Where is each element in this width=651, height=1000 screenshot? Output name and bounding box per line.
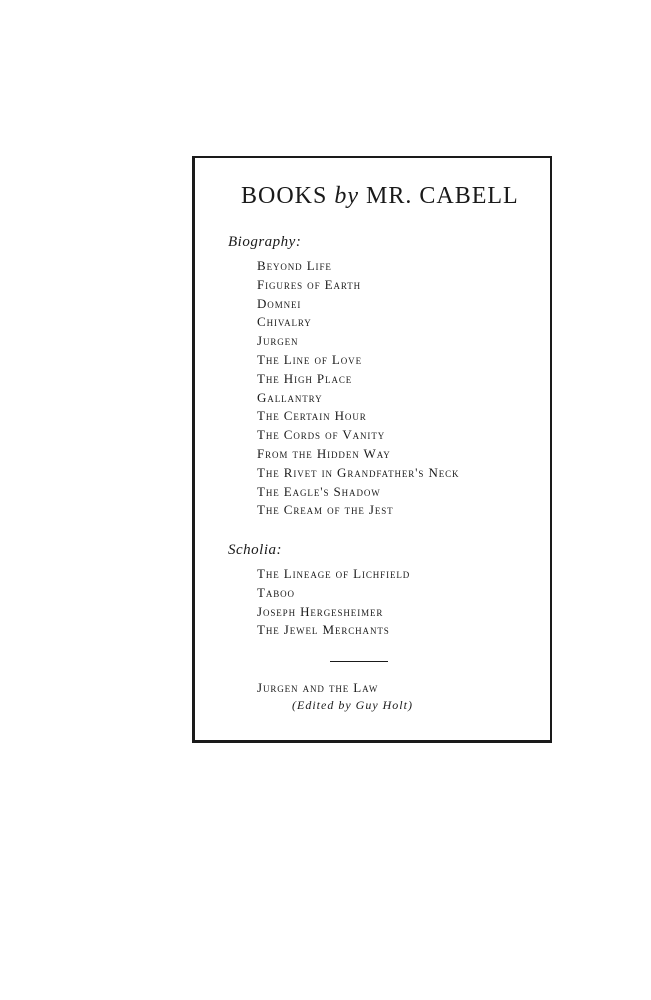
list-item: The Rivet in Grandfather's Neck: [257, 464, 460, 480]
list-item: The Certain Hour: [257, 408, 367, 424]
list-item: The Line of Love: [257, 351, 362, 367]
title-prefix: BOOKS: [241, 183, 328, 209]
list-item: Joseph Hergesheimer: [257, 603, 384, 619]
list-item: The Jewel Merchants: [257, 622, 390, 638]
list-item: The Cords of Vanity: [257, 427, 386, 443]
page-title: [241, 183, 519, 210]
list-item: Taboo: [257, 584, 295, 600]
list-item: The Eagle's Shadow: [257, 483, 381, 499]
list-item: From the Hidden Way: [257, 445, 391, 461]
title-by: by: [334, 183, 360, 209]
list-item: Gallantry: [257, 389, 323, 405]
list-item: Chivalry: [257, 314, 312, 330]
scholia-heading: Scholia:: [228, 542, 282, 558]
title-suffix: MR. CABELL: [366, 183, 519, 209]
scholia-list: [257, 565, 410, 640]
list-item: Domnei: [257, 295, 302, 311]
other-book-title: Jurgen and the Law: [257, 680, 379, 695]
list-item: The Lineage of Lichfield: [257, 566, 411, 581]
list-item: The High Place: [257, 370, 353, 386]
list-item: Figures of Earth: [257, 276, 362, 292]
list-item: Beyond Life: [257, 258, 332, 273]
section-divider: [330, 661, 388, 662]
list-item: Jurgen: [257, 333, 299, 349]
list-item: The Cream of the Jest: [257, 502, 394, 518]
biography-list: [257, 257, 459, 520]
biography-heading: Biography:: [228, 234, 302, 250]
editor-note: (Edited by Guy Holt): [292, 698, 413, 712]
